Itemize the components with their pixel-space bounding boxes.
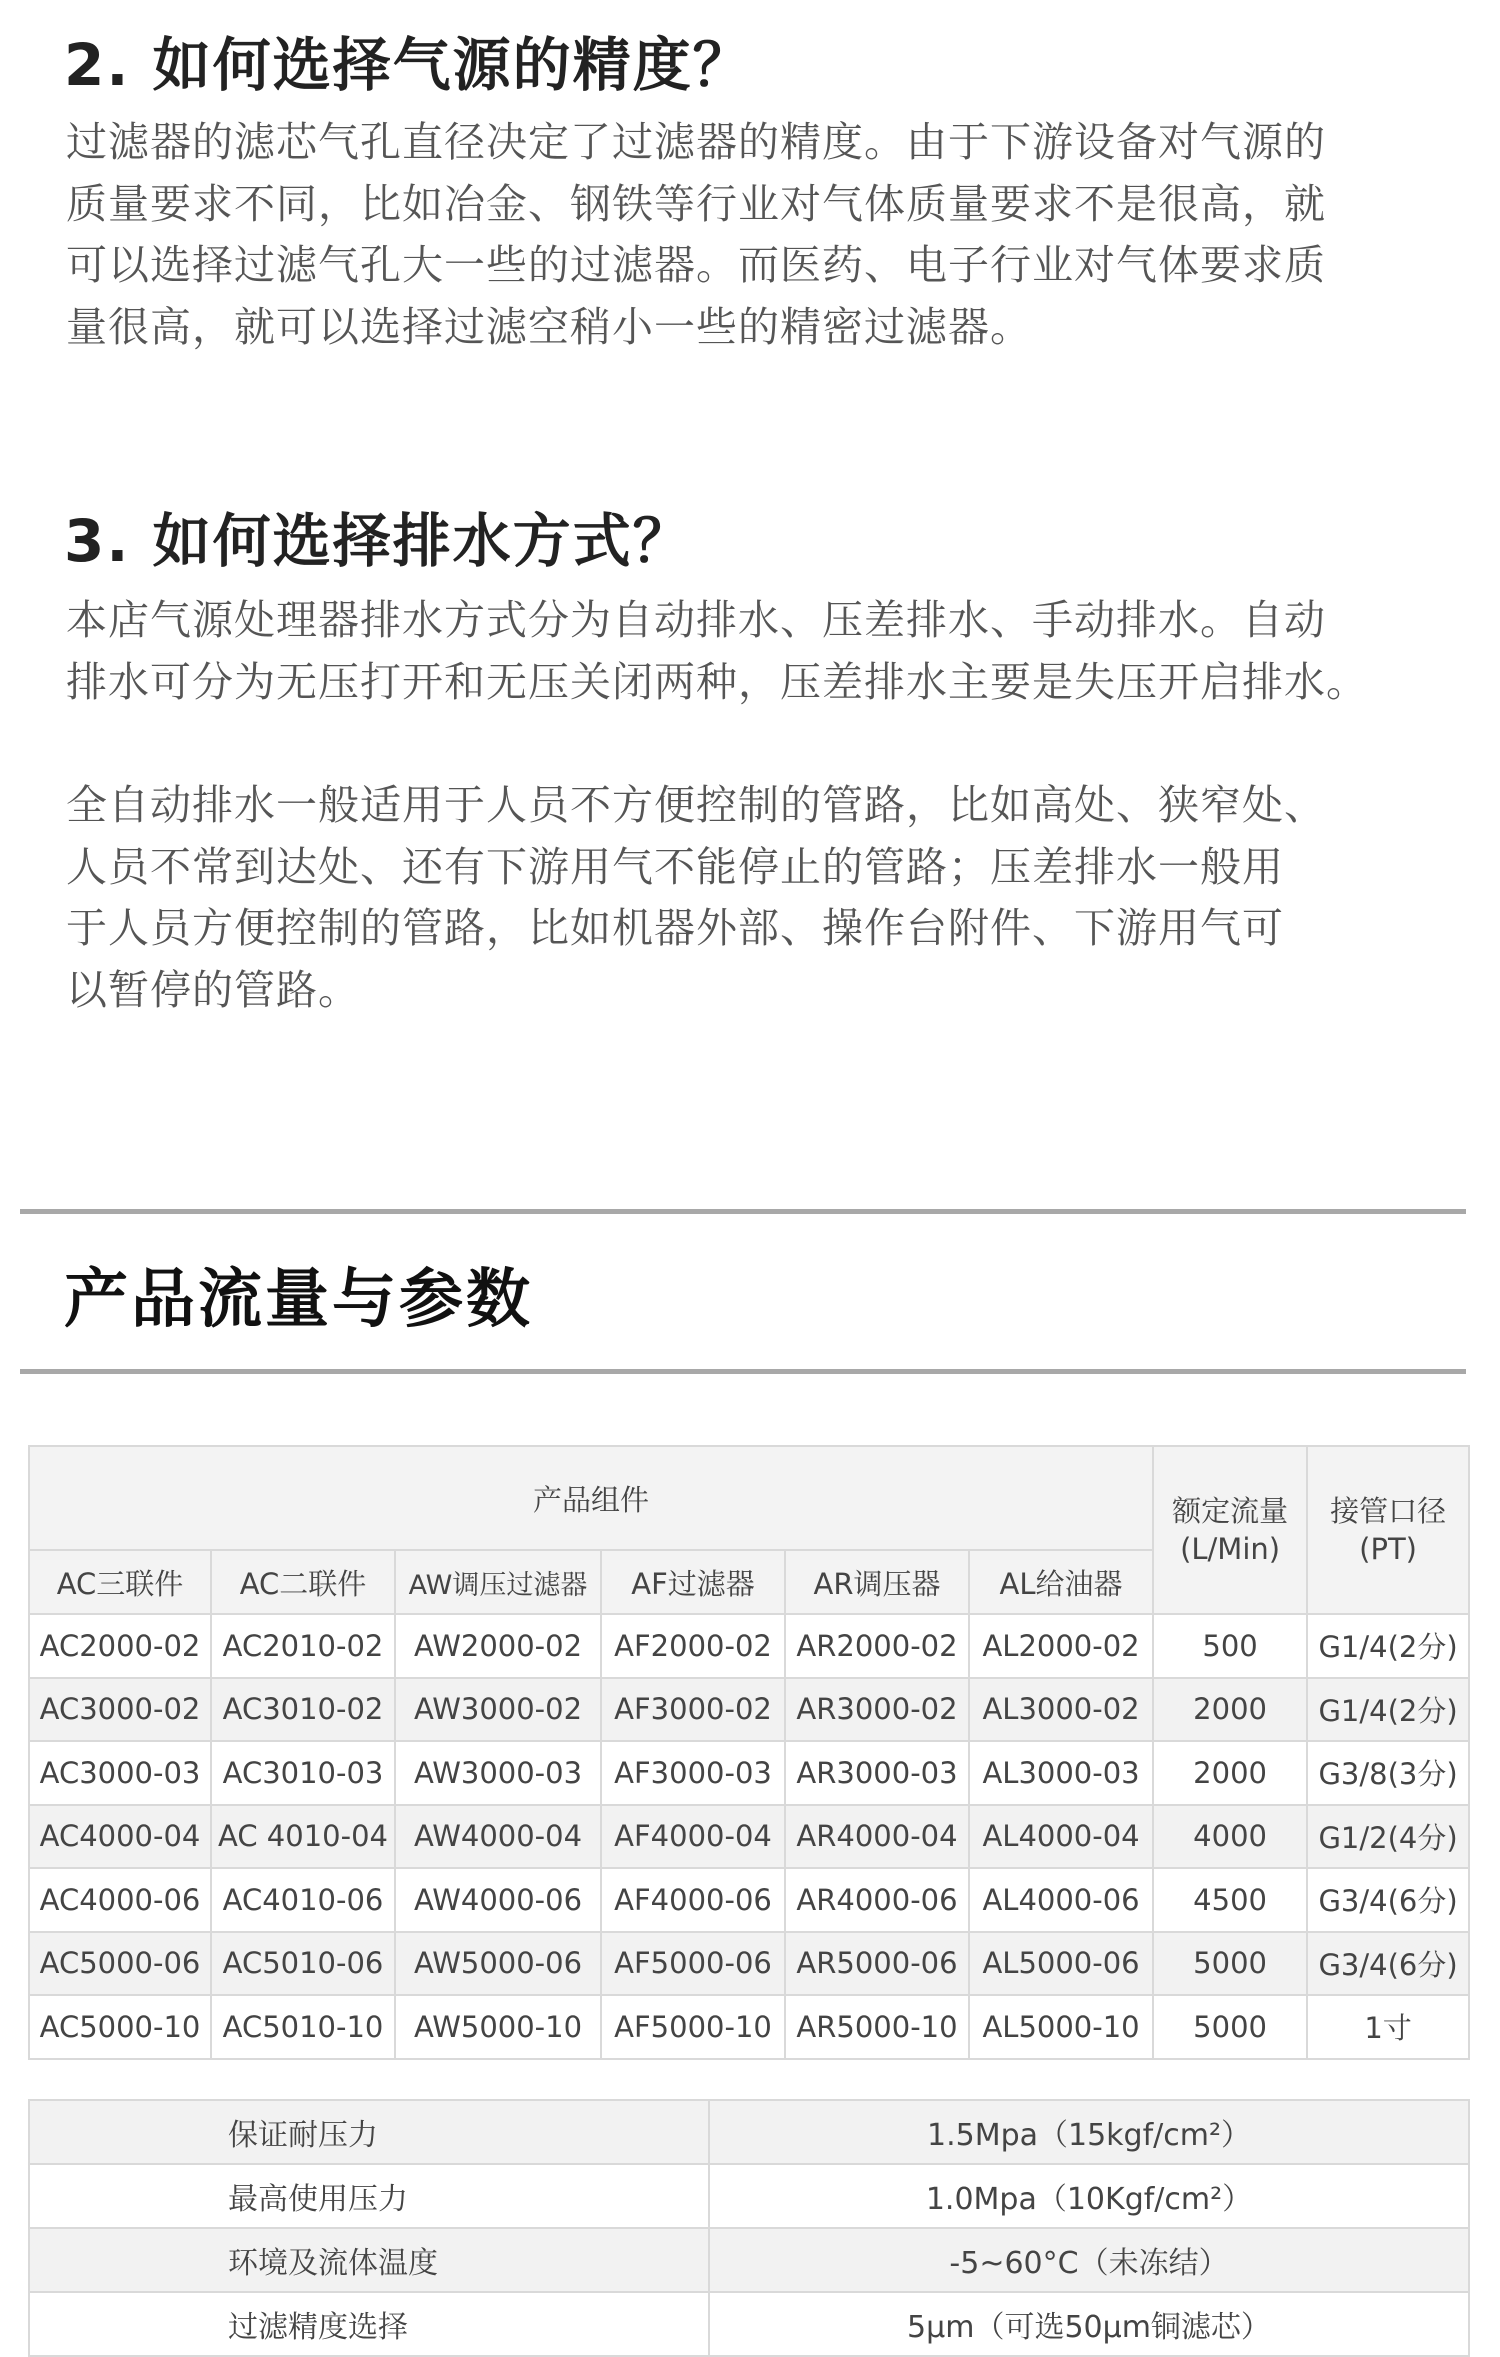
- table-cell: AW5000-10: [395, 1995, 601, 2059]
- table-cell: AL2000-02: [969, 1614, 1153, 1678]
- table-cell: 5000: [1153, 1995, 1307, 2059]
- table-cell: AC4010-06: [211, 1868, 395, 1932]
- paragraph-line: 量很高，就可以选择过滤空稍小一些的精密过滤器。: [66, 302, 1032, 351]
- flow-header: [1153, 1446, 1307, 1614]
- table-cell: AC5010-06: [211, 1932, 395, 1996]
- table-cell: 4500: [1153, 1868, 1307, 1932]
- param-label: 过滤精度选择: [29, 2292, 709, 2356]
- table-cell: AF3000-03: [601, 1741, 785, 1805]
- table-row: [29, 1995, 1469, 2059]
- param-label: 环境及流体温度: [29, 2228, 709, 2292]
- table-cell: G3/4(6分): [1307, 1868, 1469, 1932]
- table-cell: G1/2(4分): [1307, 1805, 1469, 1869]
- table-cell: AC 4010-04: [211, 1805, 395, 1869]
- column-header: AW调压过滤器: [395, 1550, 601, 1614]
- table-cell: AL5000-06: [969, 1932, 1153, 1996]
- table-cell: 2000: [1153, 1741, 1307, 1805]
- column-header: AF过滤器: [601, 1550, 785, 1614]
- table-cell: AC3000-02: [29, 1678, 211, 1742]
- table-cell: AC4000-06: [29, 1868, 211, 1932]
- table-cell: AF4000-04: [601, 1805, 785, 1869]
- table-cell: AR3000-02: [785, 1678, 969, 1742]
- param-label: 保证耐压力: [29, 2100, 709, 2164]
- table-cell: AW4000-06: [395, 1868, 601, 1932]
- paragraph-line: 以暂停的管路。: [66, 965, 360, 1014]
- table-cell: AC3010-02: [211, 1678, 395, 1742]
- table-cell: AC2000-02: [29, 1614, 211, 1678]
- table-cell: AL3000-02: [969, 1678, 1153, 1742]
- param-label: 最高使用压力: [29, 2164, 709, 2228]
- section-3-title: 3. 如何选择排水方式？: [64, 507, 693, 575]
- table-cell: AW2000-02: [395, 1614, 601, 1678]
- table-cell: G3/4(6分): [1307, 1932, 1469, 1996]
- table-row: [29, 1678, 1469, 1742]
- paragraph-line: 全自动排水一般适用于人员不方便控制的管路，比如高处、狭窄处、: [66, 781, 1326, 829]
- section-3-paragraph-2: [66, 775, 1466, 1021]
- table-cell: G1/4(2分): [1307, 1678, 1469, 1742]
- paragraph-line: 过滤器的滤芯气孔直径决定了过滤器的精度。由于下游设备对气源的: [66, 118, 1326, 166]
- table-cell: AR5000-06: [785, 1932, 969, 1996]
- paragraph-line: 质量要求不同，比如冶金、钢铁等行业对气体质量要求不是很高，就: [66, 179, 1326, 228]
- group-header: 产品组件: [29, 1446, 1153, 1550]
- table-cell: AF5000-06: [601, 1932, 785, 1996]
- table-cell: G3/8(3分): [1307, 1741, 1469, 1805]
- paragraph-line: 可以选择过滤气孔大一些的过滤器。而医药、电子行业对气体要求质: [66, 241, 1326, 289]
- table-row: [29, 1868, 1469, 1932]
- table-row: [29, 1932, 1469, 1996]
- table-cell: AF3000-02: [601, 1678, 785, 1742]
- product-section-title: 产品流量与参数: [64, 1263, 533, 1337]
- divider-bottom: [20, 1369, 1466, 1374]
- section-2-title: 2. 如何选择气源的精度？: [64, 31, 753, 99]
- flow-header-line: 额定流量: [1172, 1494, 1289, 1528]
- table-cell: AF5000-10: [601, 1995, 785, 2059]
- table-cell: AC2010-02: [211, 1614, 395, 1678]
- table-cell: AR3000-03: [785, 1741, 969, 1805]
- column-header: AC三联件: [29, 1550, 211, 1614]
- param-value: 5μm（可选50μm铜滤芯）: [709, 2292, 1469, 2356]
- table-cell: 500: [1153, 1614, 1307, 1678]
- table-cell: AC3000-03: [29, 1741, 211, 1805]
- column-header: AC二联件: [211, 1550, 395, 1614]
- table-cell: AR2000-02: [785, 1614, 969, 1678]
- param-row: [29, 2228, 1469, 2292]
- params-table: [28, 2099, 1470, 2357]
- table-cell: 5000: [1153, 1932, 1307, 1996]
- param-value: -5~60°C（未冻结）: [709, 2228, 1469, 2292]
- table-cell: AC5000-10: [29, 1995, 211, 2059]
- flow-header-unit: (L/Min): [1180, 1532, 1281, 1566]
- column-header: AR调压器: [785, 1550, 969, 1614]
- param-row: [29, 2292, 1469, 2356]
- table-cell: AL3000-03: [969, 1741, 1153, 1805]
- table-cell: AF4000-06: [601, 1868, 785, 1932]
- column-header: AL给油器: [969, 1550, 1153, 1614]
- paragraph-line: 本店气源处理器排水方式分为自动排水、压差排水、手动排水。自动: [66, 596, 1326, 644]
- spec-table: [28, 1445, 1470, 2060]
- param-value: 1.0Mpa（10Kgf/cm²）: [709, 2164, 1469, 2228]
- table-cell: AW4000-04: [395, 1805, 601, 1869]
- table-cell: AW3000-03: [395, 1741, 601, 1805]
- table-cell: AR4000-06: [785, 1868, 969, 1932]
- table-row: [29, 1805, 1469, 1869]
- table-cell: AR4000-04: [785, 1805, 969, 1869]
- port-header: [1307, 1446, 1469, 1614]
- table-cell: AW3000-02: [395, 1678, 601, 1742]
- param-row: [29, 2100, 1469, 2164]
- table-cell: AC5010-10: [211, 1995, 395, 2059]
- port-header-line: 接管口径: [1330, 1494, 1447, 1528]
- table-row: [29, 1614, 1469, 1678]
- table-cell: AL5000-10: [969, 1995, 1153, 2059]
- param-value: 1.5Mpa（15kgf/cm²）: [709, 2100, 1469, 2164]
- table-cell: AR5000-10: [785, 1995, 969, 2059]
- divider-top: [20, 1209, 1466, 1214]
- table-cell: AC5000-06: [29, 1932, 211, 1996]
- table-cell: 2000: [1153, 1678, 1307, 1742]
- port-header-unit: (PT): [1359, 1532, 1417, 1566]
- table-cell: AL4000-06: [969, 1868, 1153, 1932]
- table-cell: AC4000-04: [29, 1805, 211, 1869]
- table-cell: G1/4(2分): [1307, 1614, 1469, 1678]
- table-row: [29, 1741, 1469, 1805]
- table-cell: AL4000-04: [969, 1805, 1153, 1869]
- paragraph-line: 于人员方便控制的管路，比如机器外部、操作台附件、下游用气可: [66, 904, 1284, 952]
- section-2-paragraph: [66, 112, 1466, 358]
- table-cell: AF2000-02: [601, 1614, 785, 1678]
- paragraph-line: 排水可分为无压打开和无压关闭两种，压差排水主要是失压开启排水。: [66, 657, 1368, 706]
- paragraph-line: 人员不常到达处、还有下游用气不能停止的管路；压差排水一般用: [66, 842, 1284, 891]
- param-row: [29, 2164, 1469, 2228]
- table-cell: 4000: [1153, 1805, 1307, 1869]
- table-cell: 1寸: [1307, 1995, 1469, 2059]
- table-cell: AW5000-06: [395, 1932, 601, 1996]
- table-cell: AC3010-03: [211, 1741, 395, 1805]
- section-3-paragraph-1: [66, 590, 1466, 713]
